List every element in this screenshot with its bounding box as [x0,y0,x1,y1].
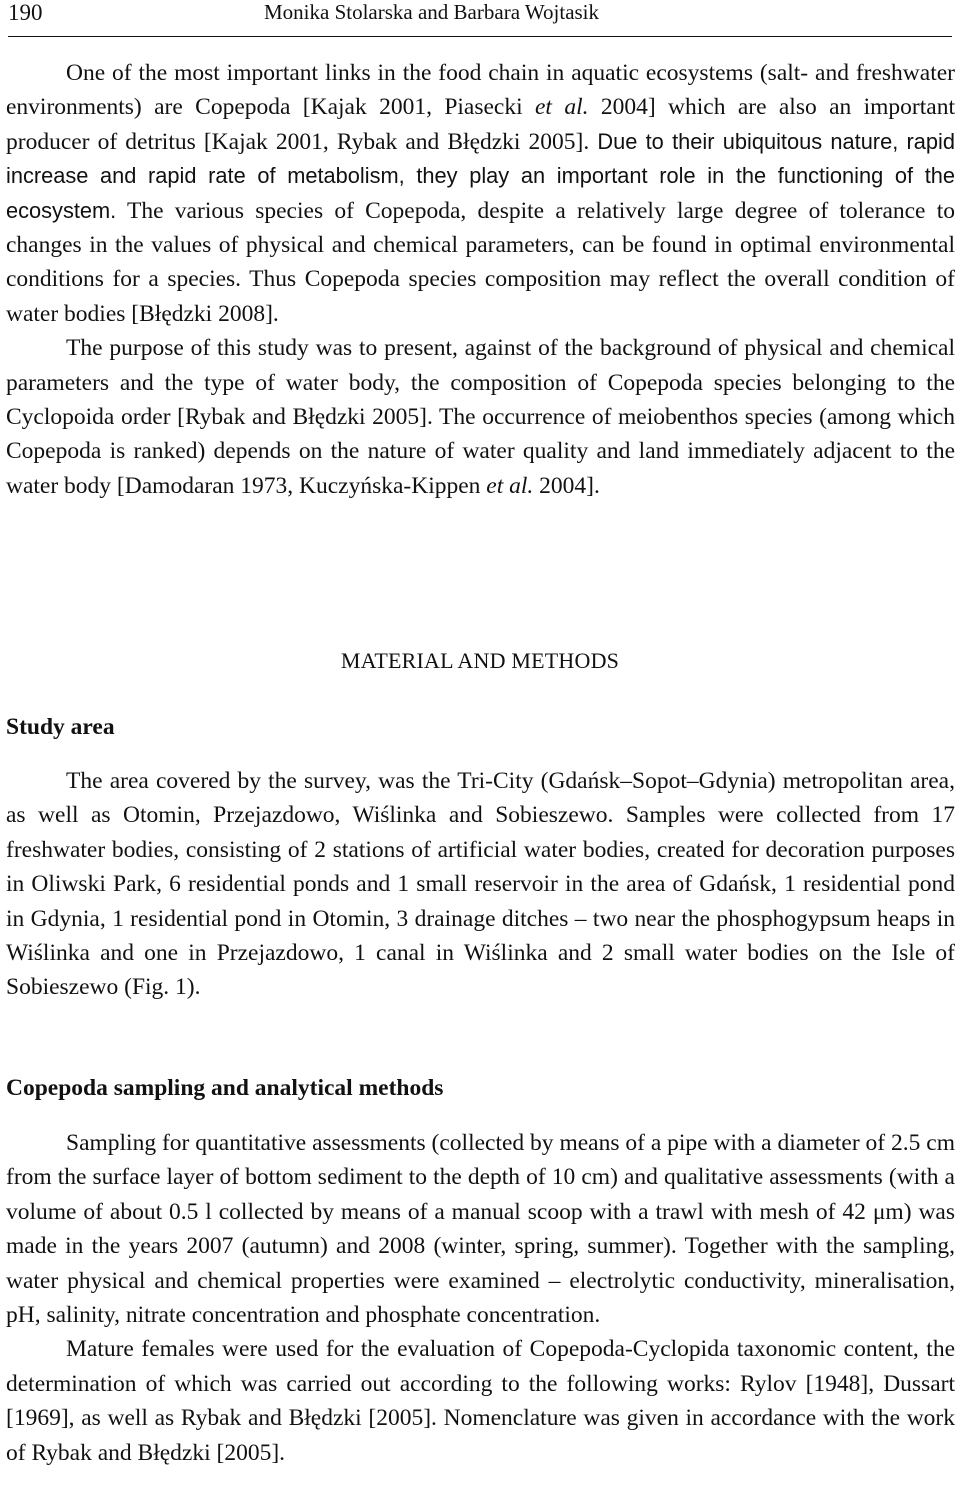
intro-p2-text-b: 2004]. [533,472,600,499]
methods-section [6,1126,955,1470]
intro-p1-sans-text: Due to their ubiquitous nature, rapid increase and rapid rate of metabolism, they play an important role in the functioning of the ecosystem. [6,128,955,223]
intro-p1-text-b: 2004] which are also an important producer of detritus [Kajak 2001, Rybak and Błędzki 2005]. [6,94,955,155]
intro-p1-etal: et al. [535,94,589,121]
intro-p2-text-a: The purpose of this study was to present, against of the background of physical and chemical parameters and the type of water body, the composition of Copepoda species belonging to the Cyclopoida order [Rybak and Błędzki 2005]. The occurrence of meiobenthos species (among which Copepoda is ranked) depends on the nature of water quality and land immediately adjacent to the water body [Damodaran 1973, Kuczyńska-Kippen [6,335,955,499]
page-header [8,0,952,37]
methods-paragraph-1: Sampling for quantitative assessments (collected by means of a pipe with a diameter of 2.5 cm from the surface layer of bottom sediment to the depth of 10 cm) and qualitative assessments (with a volume of about 0.5 l collected by means of a manual scoop with a trawl with mesh of 42 μm) was made in the years 2007 (autumn) and 2008 (winter, spring, summer). Together with the sampling, water physical and chemical properties were examined – electrolytic conductivity, mineralisation, pH, salinity, nitrate concentration and phosphate concentration. [6,1130,955,1329]
intro-section [6,56,955,503]
intro-paragraph-1 [6,56,955,331]
running-head: Monika Stolarska and Barbara Wojtasik [264,0,600,24]
page-number: 190 [8,0,43,25]
methods-heading: Copepoda sampling and analytical methods [6,1075,444,1101]
section-title: MATERIAL AND METHODS [340,648,620,673]
intro-p1-text-a: One of the most important links in the food chain in aquatic ecosystems (salt- and freshwater environments) are Copepoda [Kajak 2001, Piasecki [6,60,955,121]
intro-paragraph-2 [6,331,955,503]
study-area-paragraph: The area covered by the survey, was the Tri-City (Gdańsk–Sopot–Gdynia) metropolitan area, as well as Otomin, Przejazdowo, Wiślinka and Sobieszewo. Samples were collected from 17 freshwater bodies, consisting of 2 stations of artificial water bodies, created for decoration purposes in Oliwski Park, 6 residential ponds and 1 small reservoir in the area of Gdańsk, 1 residential pond in Gdynia, 1 residential pond in Otomin, 3 drainage ditches – two near the phosphogypsum heaps in Wiślinka and one in Przejazdowo, 1 canal in Wiślinka and 2 small water bodies on the Isle of Sobieszewo (Fig. 1). [6,768,955,1001]
study-area-heading: Study area [6,714,115,740]
intro-p1-text-c: The various species of Copepoda, despite a relatively large degree of tolerance to changes in the values of physical and chemical parameters, can be found in optimal environmental conditions for a species. Thus Copepoda species composition may reflect the overall condition of water bodies [Błędzki 2008]. [6,197,955,327]
study-area-section [6,764,955,1005]
methods-paragraph-2: Mature females were used for the evaluation of Copepoda-Cyclopida taxonomic content, the determination of which was carried out according to the following works: Rylov [1948], Dussart [1969], as well as Rybak and Błędzki [2005]. Nomenclature was given in accordance with the work of Rybak and Błędzki [2005]. [6,1336,955,1466]
intro-p2-etal: et al. [486,472,534,499]
